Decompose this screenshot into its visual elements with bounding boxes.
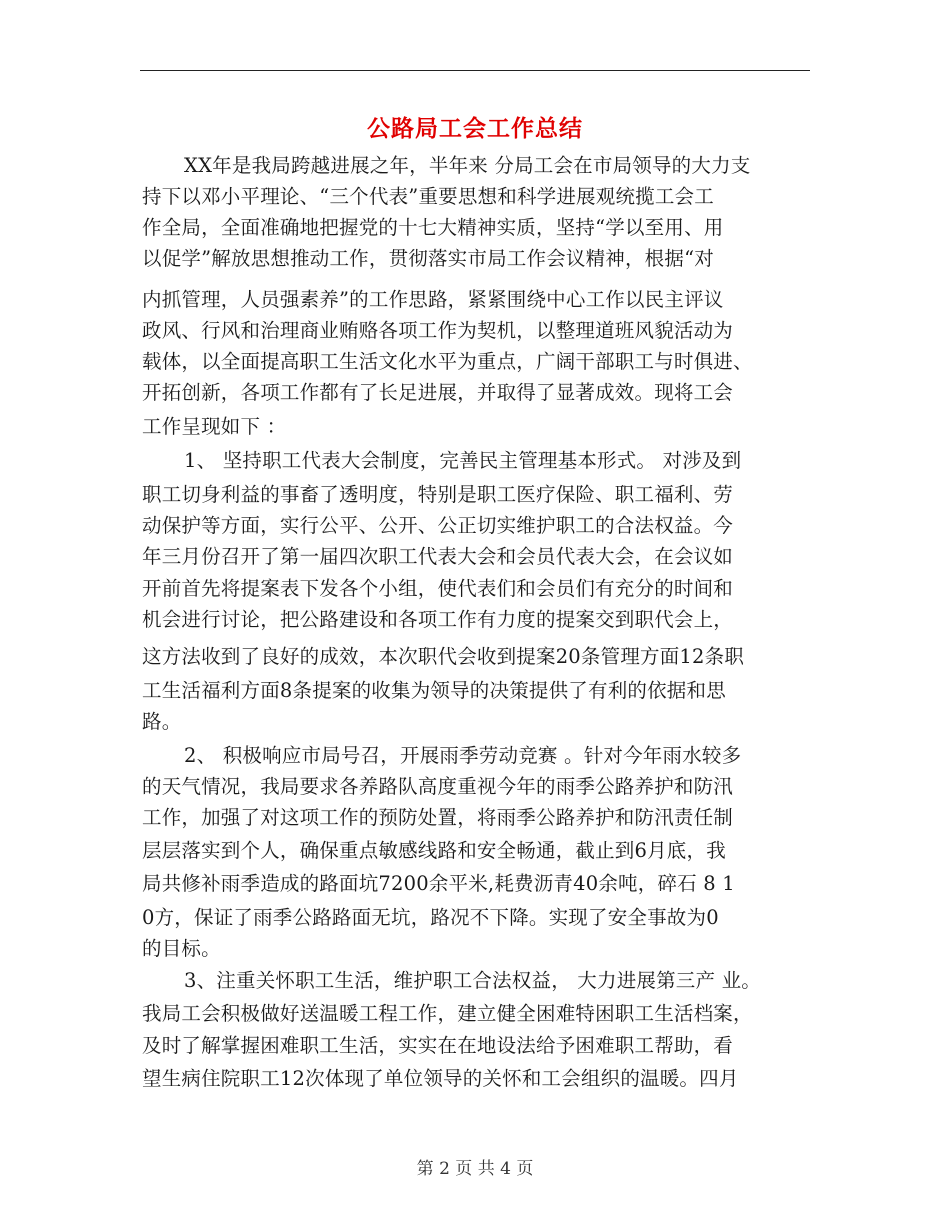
text-line: 工作呈现如下 ： (142, 415, 287, 438)
text-line: 工作，加强了对这项工作的预防处置，将雨季公路养护和防汛责任制 (142, 806, 734, 829)
text-line: 我局工会积极做好送温暖工程工作，建立健全困难特困职工生活档案， (142, 1002, 753, 1025)
text-line: 工生活福利方面8条提案的收集为领导的决策提供了有利的依据和思 (142, 679, 726, 702)
text-line: 路。 (142, 710, 182, 733)
text-line: 3、注重关怀职工生活，维护职工合法权益， 大力进展第三产 业。 (184, 969, 762, 992)
text-line: 层层落实到个人，确保重点敏感线路和安全畅通，截止到6月底，我 (142, 839, 726, 862)
header-rule (140, 70, 810, 71)
text-line: 职工切身利益的事畜了透明度，特别是职工医疗保险、职工福利、劳 (142, 483, 734, 506)
page-footer: 第 2 页 共 4 页 (416, 1159, 534, 1179)
text-line: 2、 积极响应市局号召，开展雨季劳动竞赛 。针对今年雨水较多 (184, 744, 742, 767)
text-line: 年三月份召开了第一届四次职工代表大会和会员代表大会，在会议如 (142, 545, 734, 568)
text-line: 持下以邓小平理论、“三个代表”重要思想和科学进展观统揽工会工 (142, 185, 714, 208)
text-line: 机会进行讨论，把公路建设和各项工作有力度的提案交到职代会上， (142, 608, 734, 631)
text-line: 0方，保证了雨季公路路面无坑，路况不下降。实现了安全事故为0 (142, 906, 719, 929)
text-line: 1、 坚持职工代表大会制度，完善民主管理基本形式。 对涉及到 (184, 449, 742, 472)
text-line: 载体，以全面提高职工生活文化水平为重点，广阔干部职工与时俱进、 (142, 350, 753, 373)
text-line: 望生病住院职工12次体现了单位领导的关怀和工会组织的温暖。四月 (142, 1067, 739, 1090)
text-line: 政风、行风和治理商业贿赂各项工作为契机，以整理道班风貌活动为 (142, 319, 734, 342)
text-line: 作全局，全面准确地把握党的十七大精神实质，坚持“学以至用、用 (142, 216, 724, 239)
text-line: 开前首先将提案表下发各个小组，使代表们和会员们有充分的时间和 (142, 577, 734, 600)
text-line: 开拓创新，各项工作都有了长足进展，并取得了显著成效。现将工会 (142, 381, 734, 404)
text-line: 内抓管理，人员强素养”的工作思路，紧紧围绕中心工作以民主评议 (142, 288, 724, 311)
text-line: 这方法收到了良好的成效，本次职代会收到提案20条管理方面12条职 (142, 645, 745, 668)
text-line: XX年是我局跨越进展之年，半年来 分局工会在市局领导的大力支 (184, 154, 751, 177)
text-line: 局共修补雨季造成的路面坑7200余平米,耗费沥青40余吨，碎石 8 1 (142, 872, 735, 895)
text-line: 及时了解掌握困难职工生活，实实在在地设法给予困难职工帮助，看 (142, 1034, 734, 1057)
text-line: 以促学”解放思想推动工作，贯彻落实市局工作会议精神，根据“对 (142, 247, 714, 270)
text-line: 动保护等方面，实行公平、公开、公正切实维护职工的合法权益。今 (142, 514, 734, 537)
text-line: 的目标。 (142, 937, 221, 960)
text-line: 的天气情况，我局要求各养路队高度重视今年的雨季公路养护和防汛 (142, 775, 734, 798)
document-title: 公路局工会工作总结 (367, 115, 583, 142)
